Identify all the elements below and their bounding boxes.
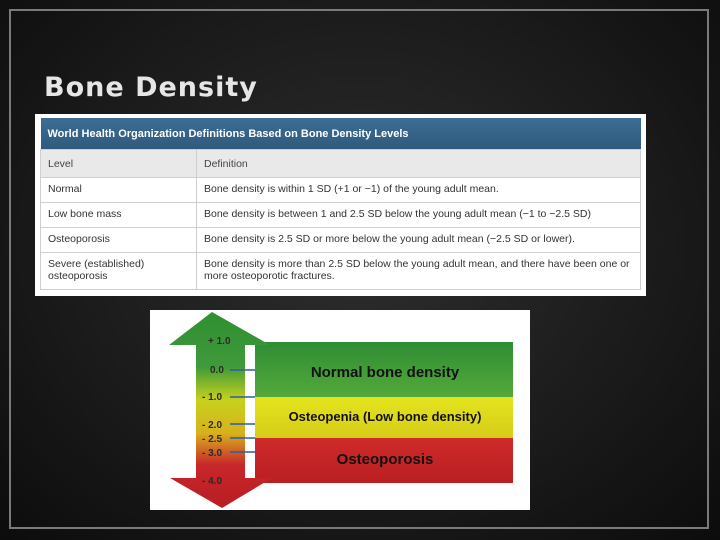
tick-label: - 2.0 (202, 420, 223, 431)
tick-label: + 1.0 (208, 336, 231, 347)
level-cell: Osteoporosis (41, 228, 197, 253)
table-row (41, 203, 641, 228)
column-header-level: Level (41, 150, 197, 178)
band-label-osteoporosis: Osteoporosis (336, 451, 434, 468)
slide-title: Bone Density (44, 72, 258, 103)
who-table (40, 118, 641, 290)
tick-label: - 2.5 (202, 434, 223, 445)
level-cell: Severe (established) osteoporosis (41, 253, 197, 290)
tick-label: - 3.0 (202, 448, 223, 459)
tick-label: 0.0 (210, 365, 224, 376)
scale-svg (150, 310, 530, 510)
definition-cell: Bone density is more than 2.5 SD below the young adult mean, and there have been one or more osteoporotic fractures. (197, 253, 641, 290)
table-row (41, 228, 641, 253)
level-cell: Normal (41, 178, 197, 203)
table-row (41, 253, 641, 290)
definition-cell: Bone density is within 1 SD (+1 or −1) of the young adult mean. (197, 178, 641, 203)
table-caption: World Health Organization Definitions Based on Bone Density Levels (41, 118, 641, 150)
level-cell: Low bone mass (41, 203, 197, 228)
column-header-definition: Definition (197, 150, 641, 178)
definition-cell: Bone density is between 1 and 2.5 SD below the young adult mean (−1 to −2.5 SD) (197, 203, 641, 228)
definition-cell: Bone density is 2.5 SD or more below the young adult mean (−2.5 SD or lower). (197, 228, 641, 253)
who-definitions-table (35, 114, 646, 296)
table-row (41, 178, 641, 203)
tick-label: - 4.0 (202, 476, 223, 487)
bone-density-scale (150, 310, 530, 510)
tick-label: - 1.0 (202, 392, 223, 403)
band-label-osteopenia: Osteopenia (Low bone density) (288, 409, 482, 424)
band-label-normal: Normal bone density (310, 364, 460, 381)
